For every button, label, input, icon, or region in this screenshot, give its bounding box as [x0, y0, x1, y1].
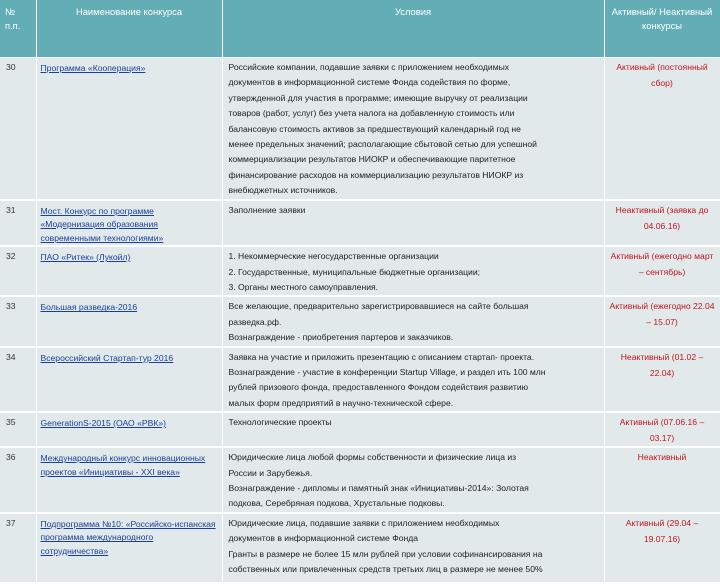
- row-conditions: [222, 296, 604, 346]
- condition-line: подкова, Серебряная подкова, Хрустальные подковы.: [228, 498, 445, 509]
- table-row: [0, 58, 720, 200]
- condition-line: коммерциализации результатов НИОКР и обеспечивающие паритетное: [228, 154, 516, 165]
- condition-line: собственных или привлеченных средств третьих лиц в размере не менее 50%: [228, 564, 543, 575]
- row-num: 33: [0, 296, 36, 346]
- condition-line: 2. Государственные, муниципальные бюджетные организации;: [228, 266, 481, 277]
- row-num: 31: [0, 200, 36, 247]
- table-row: [0, 246, 720, 296]
- condition-line: Вознаграждение - участие в конференции Startup Village, и раздел ить 100 млн: [228, 367, 546, 377]
- condition-line: Российские компании, подавшие заявки с приложением необходимых: [228, 62, 510, 72]
- contest-name-link[interactable]: Подпрограмма №10: «Российско-испанская программа международного сотрудничества»: [36, 513, 222, 583]
- status-badge: Активный (постоянный сбор): [604, 58, 720, 200]
- condition-line: 1. Некоммерческие негосударственные организации: [228, 251, 439, 262]
- condition-line: малых форм предприятий в научно-технической сфере.: [228, 397, 454, 408]
- table-row: [0, 412, 720, 447]
- row-conditions: [222, 513, 604, 583]
- row-conditions: [222, 347, 604, 413]
- condition-line: документов в информационной системе Фонда: [228, 533, 419, 544]
- contest-name-link[interactable]: Международный конкурс инновационных проектов «Инициативы - XXI века»: [36, 447, 222, 513]
- row-conditions: [222, 58, 604, 200]
- condition-line: менее предельных значений; располагающие сбытовой сетью для успешной: [228, 139, 537, 150]
- condition-line: рублей призового фонда, предоставленного Фондом содействия развитию: [228, 382, 529, 393]
- status-badge: Неактивный: [604, 447, 720, 513]
- condition-line: товаров (работ, услуг) без учета налога на добавленную стоимость или: [228, 108, 515, 119]
- table-row: [0, 447, 720, 513]
- condition-line: Гранты в размере не более 15 млн рублей при условии софинансирования на: [228, 548, 543, 559]
- row-num: 36: [0, 447, 36, 513]
- condition-line: Все желающие, предварительно зарегистрировавшиеся на сайте большая: [228, 301, 529, 312]
- row-conditions: [222, 447, 604, 513]
- header-status: Активный/ Неактивный конкурсы: [604, 0, 720, 58]
- condition-line: 3. Органы местного самоуправления.: [228, 281, 379, 292]
- contest-name-link[interactable]: GenerationS-2015 (ОАО «РВК»): [36, 412, 222, 447]
- status-badge: Неактивный (01.02 – 22.04): [604, 347, 720, 413]
- contest-name-link[interactable]: Мост. Конкурс по программе «Модернизация образования современными технологиями»: [36, 200, 222, 247]
- header-row: [0, 0, 720, 58]
- condition-line: финансирование расходов на коммерциализацию результатов НИОКР из: [228, 169, 524, 180]
- condition-line: Юридические лица любой формы собственности и физические лица из: [228, 452, 517, 463]
- condition-line: разведка.рф.: [228, 316, 282, 327]
- header-num: № п.п.: [0, 0, 36, 58]
- condition-line: России и Зарубежья.: [228, 467, 313, 478]
- status-badge: Активный (ежегодно март – сентябрь): [604, 246, 720, 296]
- condition-line: Юридические лица, подавшие заявки с приложением необходимых: [228, 517, 500, 528]
- header-name: Наименование конкурса: [36, 0, 222, 58]
- table-row: [0, 513, 720, 583]
- header-conditions: Условия: [222, 0, 604, 58]
- contest-name-link[interactable]: Программа «Кооперация»: [36, 58, 222, 200]
- condition-line: утвержденной для участия в программе; имеющие выручку от реализации: [228, 92, 528, 103]
- condition-line: Заполнение заявки: [228, 204, 306, 215]
- contest-name-link[interactable]: Всероссийский Стартап-тур 2016: [36, 347, 222, 413]
- condition-line: Заявка на участие и приложить презентацию с описанием стартап- проекта.: [228, 351, 535, 362]
- table-row: [0, 347, 720, 413]
- table-row: [0, 200, 720, 247]
- table-row: [0, 296, 720, 346]
- row-conditions: [222, 246, 604, 296]
- row-conditions: [222, 412, 604, 447]
- row-num: 34: [0, 347, 36, 413]
- row-num: 37: [0, 513, 36, 583]
- status-badge: Активный (ежегодно 22.04 – 15.07): [604, 296, 720, 346]
- condition-line: Вознаграждение - приобретения партеров и заказчиков.: [228, 332, 454, 343]
- status-badge: Активный (07.06.16 – 03.17): [604, 412, 720, 447]
- contest-name-link[interactable]: Большая разведка-2016: [36, 296, 222, 346]
- condition-line: балансовую стоимость активов за предшествующий календарный год не: [228, 123, 521, 134]
- condition-line: документов в информационной системе Фонда содействия по форме,: [228, 77, 511, 88]
- condition-line: внебюджетных источников.: [228, 185, 338, 196]
- status-badge: Неактивный (заявка до 04.06.16): [604, 200, 720, 247]
- row-num: 30: [0, 58, 36, 200]
- contest-name-link[interactable]: ПАО «Ритек» (Лукойл): [36, 246, 222, 296]
- row-num: 32: [0, 246, 36, 296]
- row-num: 35: [0, 412, 36, 447]
- status-badge: Активный (29.04 – 19.07.16): [604, 513, 720, 583]
- row-conditions: [222, 200, 604, 247]
- condition-line: Вознаграждение - дипломы и памятный знак «Инициативы-2014»: Золотая: [228, 483, 529, 494]
- condition-line: Технологические проекты: [228, 417, 332, 428]
